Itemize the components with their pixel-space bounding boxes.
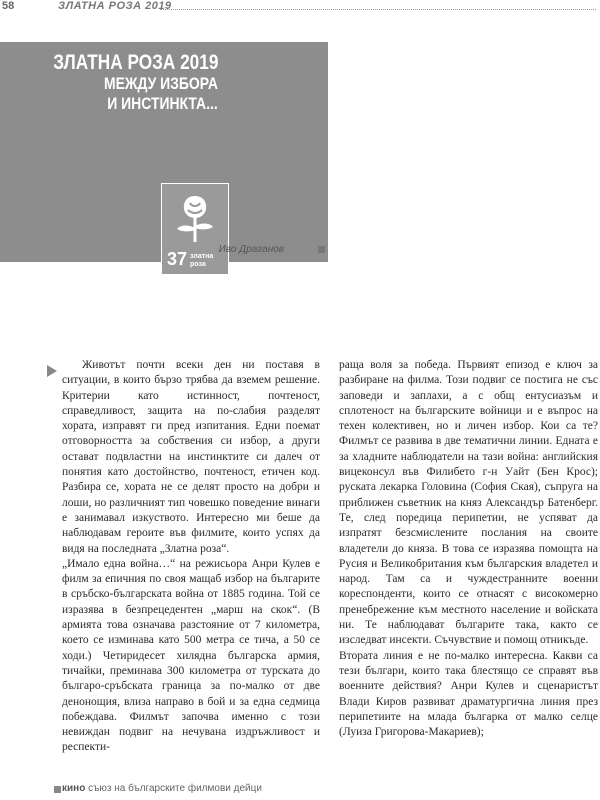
paragraph: Животът почти всеки ден ни поставя в ситуации, в които бързо трябва да вземем решение. Критерии като истинност, почтеност, справедливост, защита на по-слабия разделят хората, изправят ги пред изпитания. Едни поемат отговорността за собствения си избор, а други остават подвластни на инстинктите си далеч от понятия като достойнство, почтеност, етичен код. Разбира се, хората не се делят просто на добри и лоши, но различният тип човешко поведение винаги е занимавал изкуството. Интересно ми беше да наблюдавам героите във филмите, които успях да видя на последната „Златна роза“.: [62, 359, 320, 555]
page-header: [0, 0, 600, 14]
author-name: Иво Драганов: [218, 244, 284, 255]
paragraph: „Имало една война…“ на режисьора Анри Кулев е филм за епичния по своя мащаб избор на българите в сръбско-българската война от 1885 година. Той се изразява в безпрецедентен „марш на скок“. (В армията това означава разстояние от 7 километра, което се изминава като 500 метра се тича, а 50 се ходи.) Четиридесет хилядна българска армия, тичайки, преминава 300 километра от турската до българо-сръбската граница за по-малко от две денонощия, влиза направо в бой и за една седмица побеждава. Филмът започва именно с този невиждан подвиг на нечувана издръжливост и респекти-: [62, 557, 320, 754]
page-footer: [62, 783, 262, 794]
magazine-name: кино: [62, 783, 86, 794]
hero-title-line2: МЕЖДУ ИЗБОРА: [104, 74, 218, 93]
paragraph: раща воля за победа. Първият епизод е ключ за разбиране на филма. Този подвиг се постига не със заповеди и заплахи, а с общ ентусиазъм и сплотеност на българските войници и е въпрос на техен колективен, но и личен избор. Кои са те? Филмът се развива в две тематични линии. Едната е за хладните наблюдатели на тази война: английския вицеконсул във Филибето г-н Уайт (Бен Крос); руската лекарка Головина (София Ская), съпруга на приближен съветник на княз Александър Батенберг. Те, след поредица перипетии, не успяват да изпратят безсмислените послания на своите владетели до княза. В това се изразява помощта на Русия и Великобритания към българския владетел и народ. Там са и чуждестранните военни кореспонденти, които се отнасят с високомерно пренебрежение към местното население и войската ни. Те наблюдават българите така, както се изследват инсекти. Съчувствие и помощ отникъде.: [339, 359, 598, 647]
play-arrow-icon: [47, 365, 57, 377]
paragraph: Втората линия е не по-малко интересна. Какви са тези българи, които така блестящо се справят във военните действия? Анри Кулев и сценаристът Влади Киров развиват драматургична линия през перипетиите на млада българка от малко селце (Луиза Григорова-Макариев);: [339, 649, 598, 739]
hero-banner: [0, 42, 328, 269]
hero-title-line3: И ИНСТИНКТА...: [107, 94, 218, 113]
hero-title-line1: ЗЛАТНА РОЗА 2019: [52, 51, 218, 74]
article-column-1: [62, 358, 320, 756]
golden-rose-badge: [161, 183, 229, 275]
rose-icon: [170, 190, 220, 246]
header-dotted-rule: [160, 9, 596, 10]
article-column-2: [339, 358, 598, 740]
page-number: 58: [2, 0, 15, 12]
magazine-tagline: съюз на българските филмови дейци: [88, 783, 262, 794]
badge-number: 37: [167, 249, 188, 269]
section-title: ЗЛАТНА РОЗА 2019: [58, 0, 172, 12]
footer-square-bullet: [54, 786, 61, 793]
badge-text: златна роза: [190, 253, 214, 268]
author-square-bullet: [318, 246, 325, 253]
